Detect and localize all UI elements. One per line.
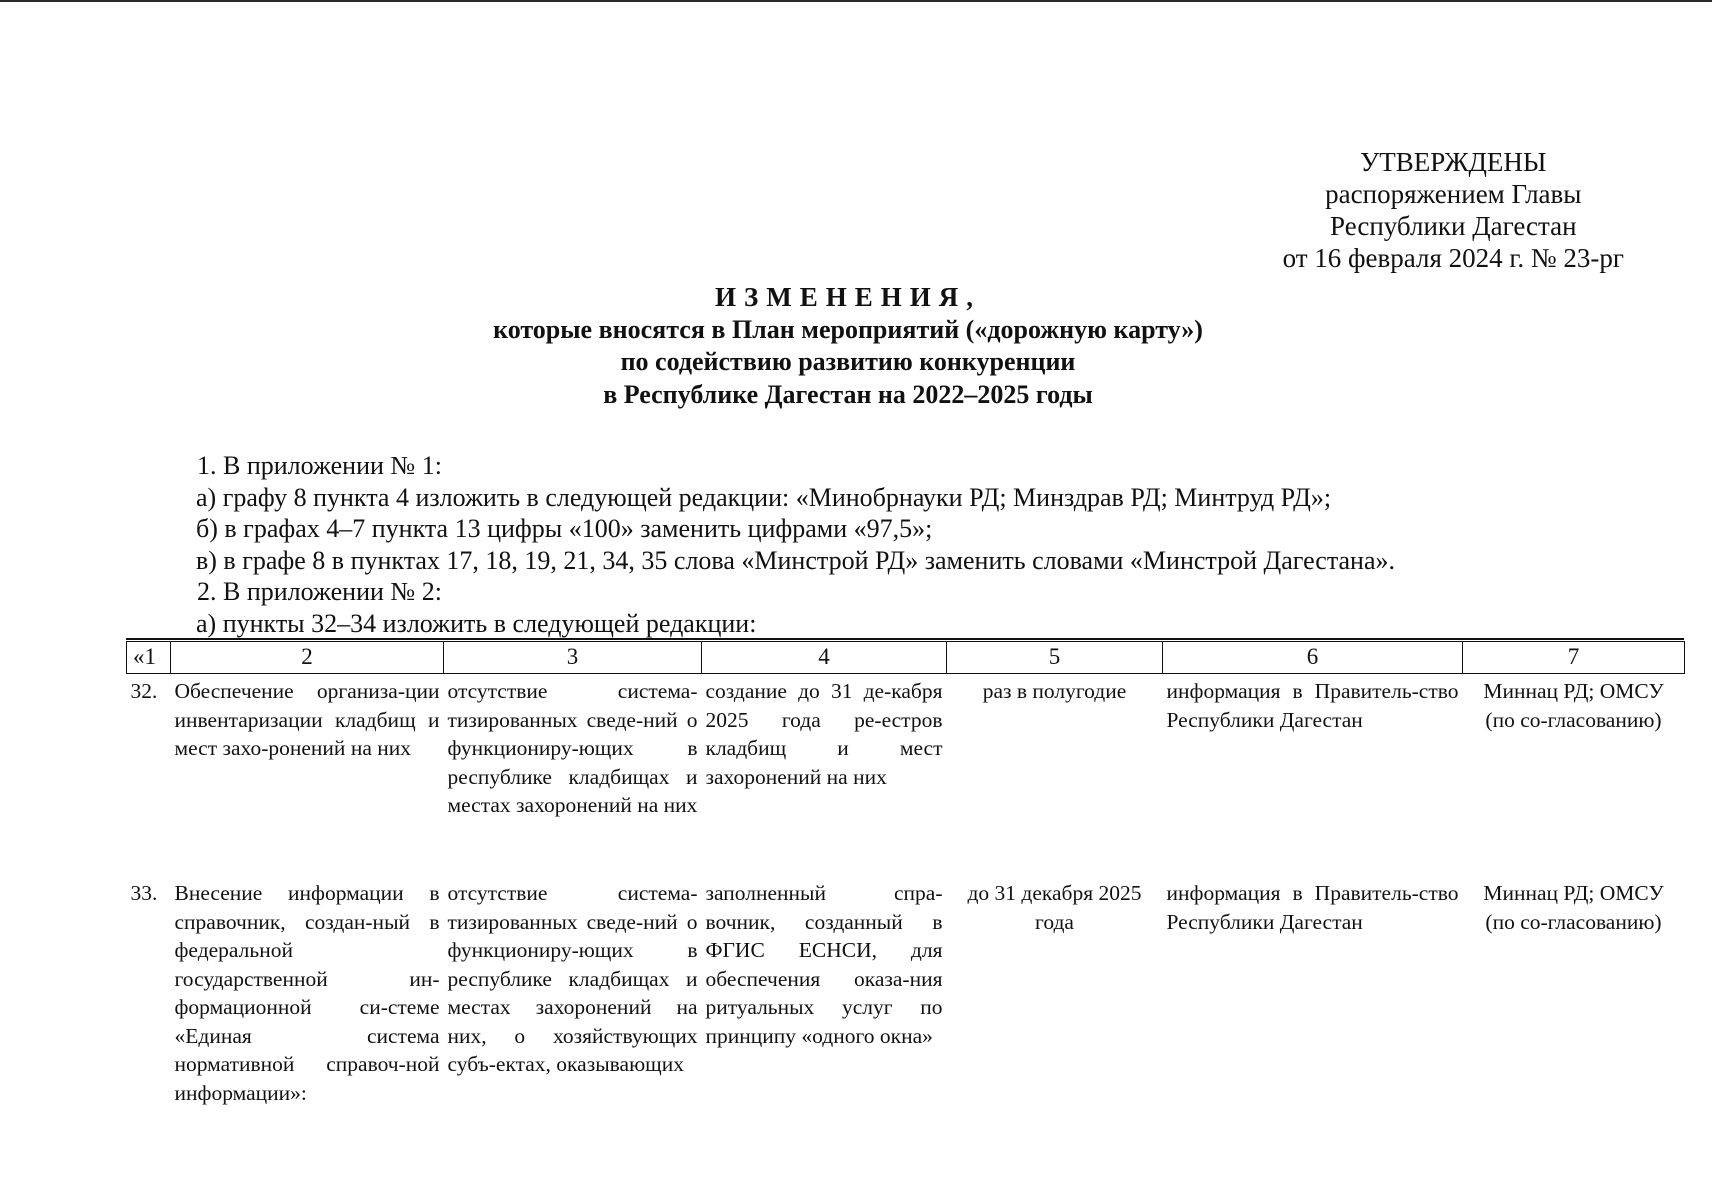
column-header: 6 — [1163, 642, 1463, 674]
document-title — [448, 281, 1248, 411]
cell-result: заполненный спра-вочник, созданный в ФГИС ЕСНСИ, для обеспечения оказа-ния ритуальных услуг по принципу «одного окна» — [705, 881, 943, 1048]
scan-top-edge — [0, 0, 1712, 2]
title-line: которые вносятся в План мероприятий («дорожную карту») — [493, 314, 1203, 344]
title-heading: ИЗМЕНЕНИЯ, — [714, 282, 981, 312]
column-header: «1 — [127, 642, 171, 674]
approval-line: Республики Дагестан — [1330, 211, 1577, 241]
table-row — [127, 877, 1685, 1107]
instruction-item: в) в графе 8 в пунктах 17, 18, 19, 21, 34, 35 слова «Минстрой РД» заменить словами «Минстрой Дагестана». — [196, 545, 1396, 575]
title-line: в Республике Дагестан на 2022–2025 годы — [603, 379, 1093, 409]
instructions-list — [197, 450, 1396, 639]
cell-activity: Обеспечение организа-ции инвентаризации кладбищ и мест захо-ронений на них — [174, 679, 440, 760]
table-row — [127, 674, 1685, 878]
approval-date: от 16 февраля 2024 г. № 23-рг — [1282, 243, 1624, 273]
title-line: по содействию развитию конкуренции — [620, 347, 1076, 376]
column-header: 4 — [702, 642, 947, 674]
cell-problem: отсутствие система-тизированных сведе-ний о функциониру-ющих в республике кладбищах и местах захоронений на них — [447, 679, 698, 817]
approval-title: УТВЕРЖДЕНЫ — [1360, 147, 1547, 177]
cell-problem: отсутствие система-тизированных сведе-ний о функциониру-ющих в республике кладбищах и местах захоронений на них, о хозяйствующих субъ-ектах, оказывающих — [447, 881, 698, 1076]
cell-report: информация в Правитель-ство Республики Дагестан — [1166, 679, 1459, 732]
row-number: 32. — [130, 679, 158, 703]
column-header: 3 — [444, 642, 702, 674]
instruction-item: 2. В приложении № 2: — [197, 577, 442, 606]
approval-line: распоряжением Главы — [1325, 179, 1582, 209]
column-header: 2 — [171, 642, 444, 674]
cell-deadline: до 31 декабря 2025 года — [967, 881, 1142, 934]
instruction-item: б) в графах 4–7 пункта 13 цифры «100» заменить цифрами «97,5»; — [196, 514, 933, 543]
cell-deadline: раз в полугодие — [982, 679, 1127, 703]
cell-responsible: Миннац РД; ОМСУ (по со-гласованию) — [1483, 679, 1664, 732]
cell-responsible: Миннац РД; ОМСУ (по со-гласованию) — [1483, 881, 1664, 934]
cell-result: создание до 31 де-кабря 2025 года ре-естров кладбищ и мест захоронений на них — [705, 679, 943, 789]
column-header: 5 — [947, 642, 1163, 674]
instruction-item: а) графу 8 пункта 4 изложить в следующей редакции: «Минобрнауки РД; Минздрав РД; Минтруд РД»; — [196, 482, 1332, 512]
table-header-row — [127, 642, 1685, 674]
cell-activity: Внесение информации в справочник, создан-ный в федеральной государственной ин-формационной си-стеме «Единая система нормативной справоч-ной информации»: — [174, 881, 440, 1105]
instruction-item: 1. В приложении № 1: — [197, 451, 442, 480]
plan-table — [126, 641, 1685, 1107]
instruction-item: а) пункты 32–34 изложить в следующей редакции: — [196, 608, 757, 638]
table-top-rule — [126, 638, 1684, 640]
approval-stamp-block — [1283, 146, 1624, 274]
column-header: 7 — [1463, 642, 1685, 674]
row-number: 33. — [130, 881, 158, 905]
cell-report: информация в Правитель-ство Республики Дагестан — [1166, 881, 1459, 934]
